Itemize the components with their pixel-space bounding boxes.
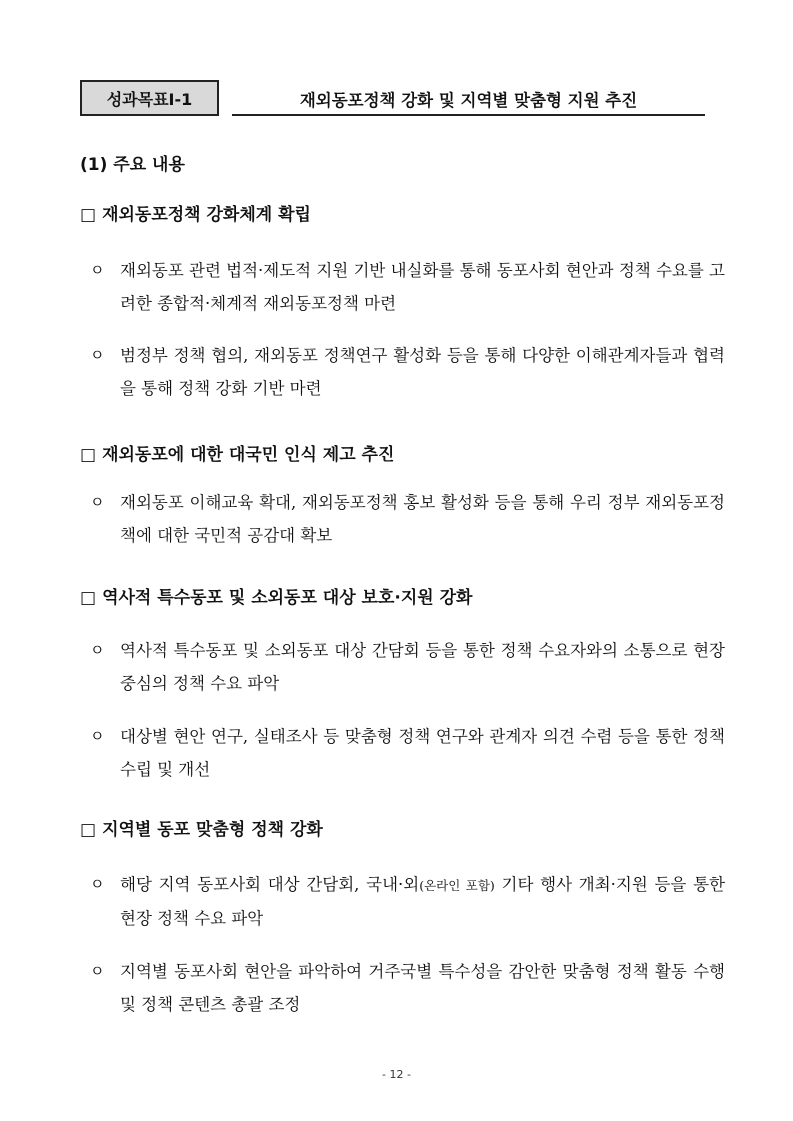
block-policy-system	[80, 200, 730, 225]
bullet-icon: ㅇ	[90, 641, 105, 659]
list-item: ㅇ 대상별 현안 연구, 실태조사 등 맞춤형 정책 연구와 관계자 의견 수렴 등을 통한 정책 수립 및 개선	[90, 720, 725, 786]
list-item: ㅇ 역사적 특수동포 및 소외동포 대상 간담회 등을 통한 정책 수요자와의 소통으로 현장 중심의 정책 수요 파악	[90, 634, 725, 700]
list-item: ㅇ 범정부 정책 협의, 재외동포 정책연구 활성화 등을 통해 다양한 이해관계자들과 협력을 통해 정책 강화 기반 마련	[90, 339, 725, 405]
section-heading: (1) 주요 내용	[80, 155, 185, 175]
bullet-icon: ㅇ	[90, 727, 105, 745]
block-title: □ 재외동포정책 강화체계 확립	[80, 205, 311, 225]
checkbox-icon: □	[80, 820, 97, 840]
list-item: ㅇ 재외동포 이해교육 확대, 재외동포정책 홍보 활성화 등을 통해 우리 정부 재외동포정책에 대한 국민적 공감대 확보	[90, 486, 725, 552]
bullet-icon: ㅇ	[90, 875, 105, 893]
checkbox-icon: □	[80, 445, 97, 465]
checkbox-icon: □	[80, 205, 97, 225]
block-title: □ 지역별 동포 맞춤형 정책 강화	[80, 820, 323, 840]
block-title: □ 역사적 특수동포 및 소외동포 대상 보호·지원 강화	[80, 588, 473, 608]
block-regional-policy	[80, 815, 730, 840]
block-public-awareness	[80, 440, 730, 465]
bullet-icon: ㅇ	[90, 346, 105, 364]
goal-label: 성과목표Ⅰ-1	[80, 80, 219, 116]
list-item: ㅇ 해당 지역 동포사회 대상 간담회, 국내·외(온라인 포함) 기타 행사 개최·지원 등을 통한 현장 정책 수요 파악	[90, 868, 725, 935]
list-item: ㅇ 재외동포 관련 법적·제도적 지원 기반 내실화를 통해 동포사회 현안과 정책 수요를 고려한 종합적·체계적 재외동포정책 마련	[90, 254, 725, 320]
bullet-icon: ㅇ	[90, 962, 105, 980]
list-item: ㅇ 지역별 동포사회 현안을 파악하여 거주국별 특수성을 감안한 맞춤형 정책 활동 수행 및 정책 콘텐츠 총괄 조정	[90, 955, 725, 1021]
bullet-icon: ㅇ	[90, 493, 105, 511]
goal-title: 재외동포정책 강화 및 지역별 맞춤형 지원 추진	[232, 80, 705, 116]
bullet-icon: ㅇ	[90, 261, 105, 279]
block-special-compatriots	[80, 583, 730, 608]
block-title: □ 재외동포에 대한 대국민 인식 제고 추진	[80, 445, 395, 465]
goal-header	[80, 80, 705, 120]
page-number: - 12 -	[382, 1068, 411, 1081]
checkbox-icon: □	[80, 588, 97, 608]
